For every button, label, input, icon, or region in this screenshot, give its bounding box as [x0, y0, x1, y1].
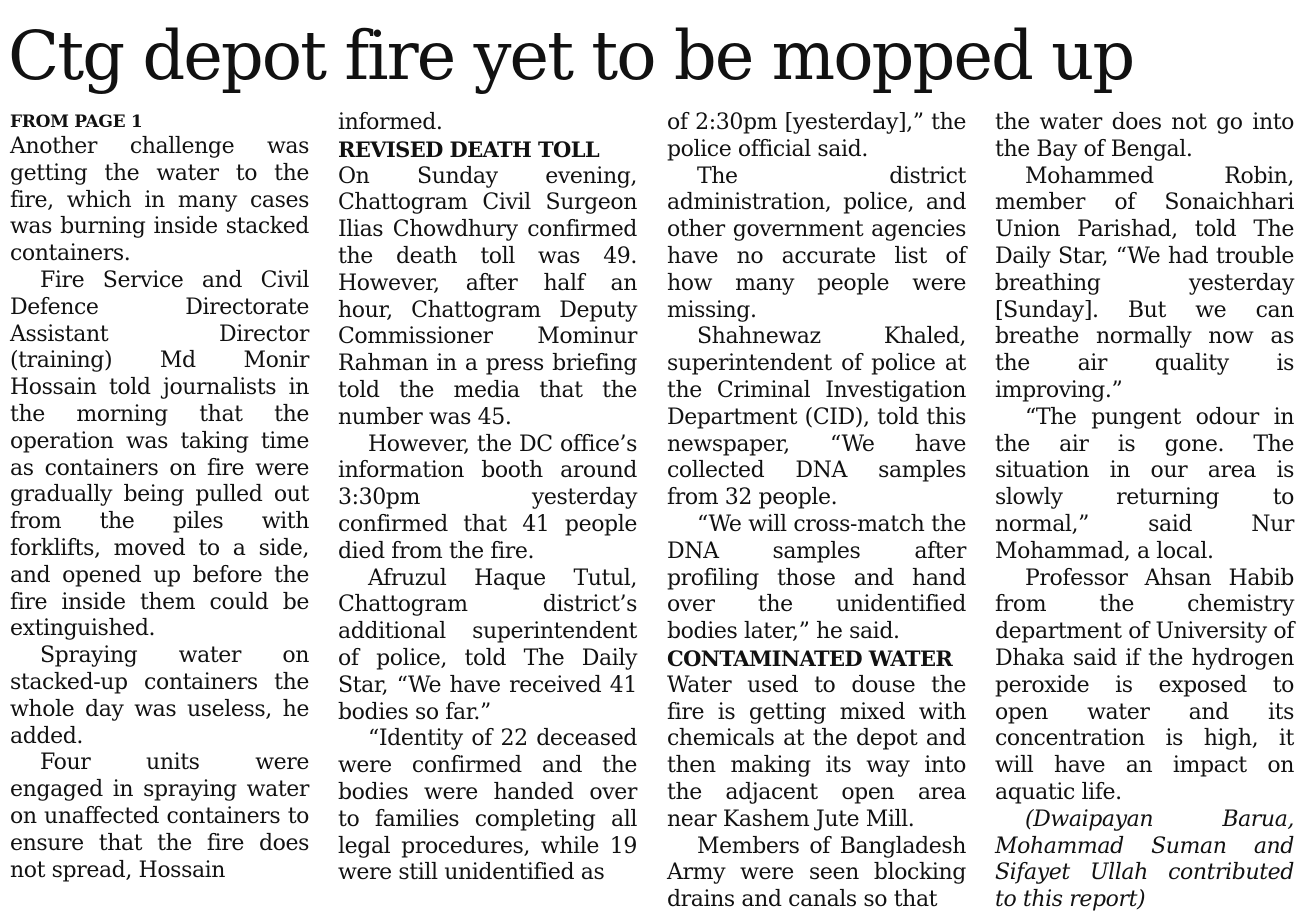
paragraph: However, the DC office’s information booth around 3:30pm yesterday confirmed that 41 people died from the fire.: [338, 431, 637, 564]
subhead-revised-death-toll: REVISED DEATH TOLL: [338, 136, 600, 162]
contributor-credit: (Dwaipayan Barua, Mohammad Suman and Sifayet Ullah contributed to this report): [995, 806, 1294, 913]
article-column-2: [338, 110, 637, 887]
paragraph: Members of Bangladesh Army were seen blocking drains and canals so that: [667, 833, 966, 913]
subhead-contaminated-water: CONTAMINATED WATER: [667, 645, 953, 671]
paragraph: Spraying water on stacked-up containers the whole day was useless, he added.: [10, 643, 309, 749]
paragraph: Fire Service and Civil Defence Directorate Assistant Director (training) Md Monir Hossain told journalists in the morning that the operation was taking time as containers on fire were gradually being pulled out from the piles with forklifts, moved to a side, and opened up before the fire inside them could be extinguished.: [10, 267, 309, 642]
paragraph: “The pungent odour in the air is gone. The situation in our area is slowly returning to normal,” said Nur Mohammad, a local.: [995, 404, 1294, 564]
paragraph: Water used to douse the fire is getting mixed with chemicals at the depot and then making its way into the adjacent open area near Kashem Jute Mill.: [667, 672, 966, 832]
paragraph: informed.: [338, 110, 443, 135]
paragraph: Professor Ahsan Habib from the chemistry department of University of Dhaka said if the hydrogen peroxide is exposed to open water and its concentration is high, it will have an impact on aquatic life.: [995, 565, 1294, 805]
paragraph: On Sunday evening, Chattogram Civil Surgeon Ilias Chowdhury confirmed the death toll was 49. However, after half an hour, Chattogram Deputy Commissioner Mominur Rahman in a press briefing told the media that the number was 45.: [338, 163, 637, 430]
page-jump-kicker: FROM PAGE 1: [10, 112, 143, 132]
paragraph: of 2:30pm [yesterday],” the police official said.: [667, 110, 966, 162]
paragraph: the water does not go into the Bay of Bengal.: [995, 110, 1294, 162]
headline: Ctg depot fire yet to be mopped up: [8, 17, 1134, 95]
paragraph: “We will cross-match the DNA samples after profiling those and hand over the unidentified bodies later,” he said.: [667, 511, 966, 645]
paragraph: Mohammed Robin, member of Sonaichhari Union Parishad, told The Daily Star, “We had trouble breathing yesterday [Sunday]. But we can breathe normally now as the air quality is improving.”: [995, 163, 1294, 403]
paragraph: Afruzul Haque Tutul, Chattogram district’s additional superintendent of police, told The Daily Star, “We have received 41 bodies so far.”: [338, 565, 637, 725]
paragraph: Shahnewaz Khaled, superintendent of police at the Criminal Investigation Department (CID), told this newspaper, “We have collected DNA samples from 32 people.: [667, 324, 966, 511]
article-column-1: [10, 110, 309, 884]
article-column-3: [667, 110, 966, 914]
paragraph: “Identity of 22 deceased were confirmed and the bodies were handed over to families completing all legal procedures, while 19 were still unidentified as: [338, 726, 637, 886]
paragraph: The district administration, police, and other government agencies have no accurate list of how many people were missing.: [667, 163, 966, 323]
paragraph: Four units were engaged in spraying water on unaffected containers to ensure that the fire does not spread, Hossain: [10, 750, 309, 883]
paragraph: Another challenge was getting the water to the fire, which in many cases was burning inside stacked containers.: [10, 134, 309, 267]
article-column-4: [995, 110, 1294, 914]
